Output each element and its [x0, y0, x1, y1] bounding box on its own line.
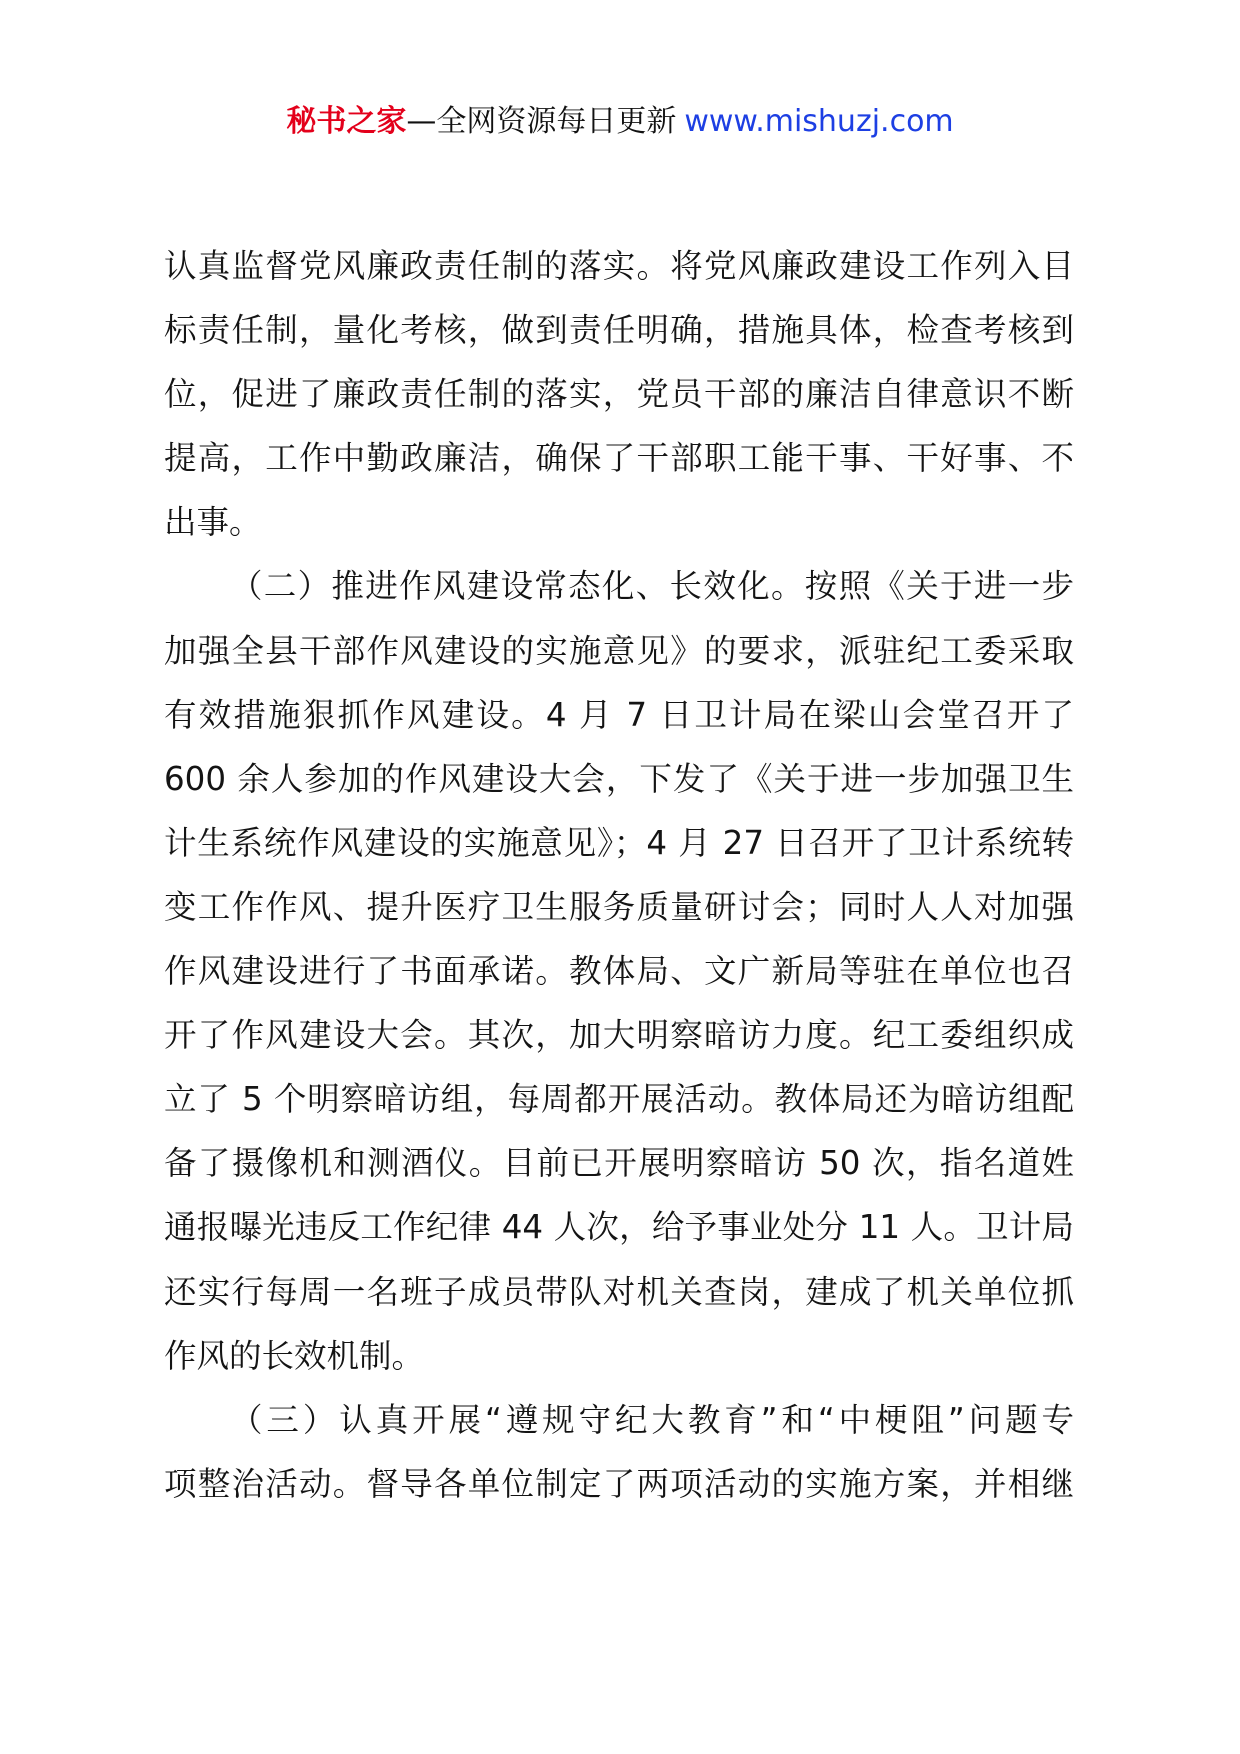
- paragraph-section-3: [164, 1388, 1074, 1516]
- document-body: [164, 234, 1074, 1516]
- text-line: 认真监督党风廉政责任制的落实。将党风廉政建设工作列入目: [164, 247, 1074, 285]
- text-line: 项整治活动。督导各单位制定了两项活动的实施方案，并相继: [164, 1464, 1074, 1503]
- text-line: 还实行每周一名班子成员带队对机关查岗，建成了机关单位抓: [164, 1272, 1074, 1311]
- text-line: 位，促进了廉政责任制的落实，党员干部的廉洁自律意识不断: [164, 375, 1074, 414]
- text-line: 计生系统作风建设的实施意见》；4 月 27 日召开了卫计系统转: [164, 823, 1074, 862]
- text-line: 加强全县干部作风建设的实施意见》的要求，派驻纪工委采取: [164, 631, 1074, 670]
- text-line: 出事。: [164, 503, 262, 542]
- text-line: 作风建设进行了书面承诺。教体局、文广新局等驻在单位也召: [164, 952, 1074, 991]
- text-line: 600 余人参加的作风建设大会，下发了《关于进一步加强卫生: [164, 759, 1074, 798]
- text-line: 备了摄像机和测酒仪。目前已开展明察暗访 50 次，指名道姓: [164, 1144, 1074, 1183]
- paragraph-continued: [164, 234, 1074, 554]
- paragraph-section-2: [164, 554, 1074, 1387]
- site-url: www.mishuzj.com: [684, 104, 954, 139]
- text-line: 立了 5 个明察暗访组，每周都开展活动。教体局还为暗访组配: [164, 1080, 1074, 1119]
- text-line: 作风的长效机制。: [164, 1336, 425, 1375]
- text-line: 有效措施狠抓作风建设。4 月 7 日卫计局在梁山会堂召开了: [164, 695, 1074, 734]
- brand-name: 秘书之家: [286, 104, 407, 139]
- section-heading-line: （三）认真开展“遵规守纪大教育”和“中梗阻”问题专: [230, 1400, 1074, 1439]
- text-line: 通报曝光违反工作纪律 44 人次，给予事业处分 11 人。卫计局: [164, 1208, 1074, 1247]
- text-line: 提高，工作中勤政廉洁，确保了干部职工能干事、干好事、不: [164, 439, 1074, 478]
- site-header: [0, 102, 1240, 142]
- text-line: 开了作风建设大会。其次，加大明察暗访力度。纪工委组织成: [164, 1016, 1074, 1055]
- text-line: 标责任制，量化考核，做到责任明确，措施具体，检查考核到: [164, 311, 1074, 350]
- section-heading-line: （二）推进作风建设常态化、长效化。按照《关于进一步: [230, 567, 1074, 606]
- text-line: 变工作作风、提升医疗卫生服务质量研讨会；同时人人对加强: [164, 887, 1074, 926]
- site-tagline: —全网资源每日更新: [406, 104, 677, 139]
